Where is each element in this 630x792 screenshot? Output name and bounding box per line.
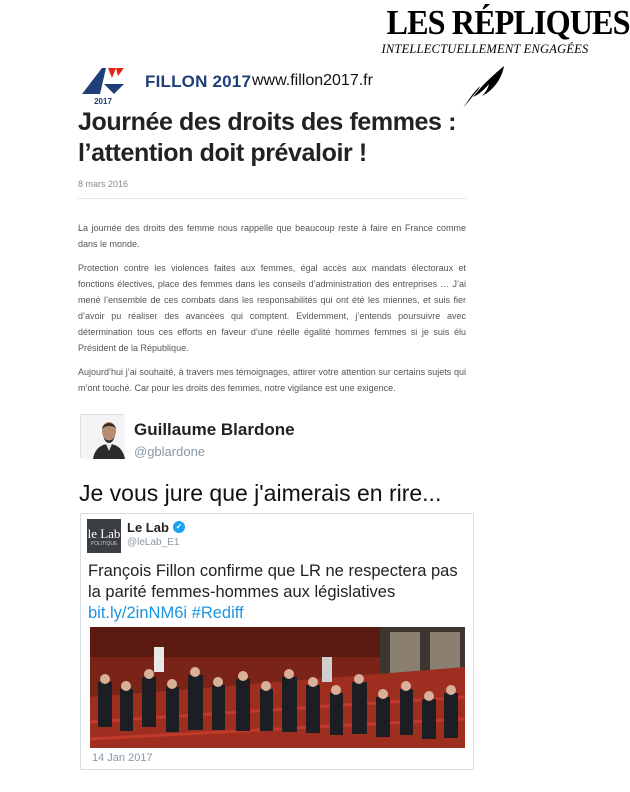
author-handle[interactable]: @gblardone xyxy=(134,444,206,459)
campaign-logo xyxy=(80,64,126,106)
verified-badge-icon: ✓ xyxy=(173,521,185,533)
campaign-logo-year: 2017 xyxy=(94,97,112,106)
masthead xyxy=(378,3,630,56)
quoted-avatar[interactable] xyxy=(87,519,121,553)
article-title: Journée des droits des femmes : l’attention doit prévaloir ! xyxy=(78,108,457,167)
assembly-photo[interactable] xyxy=(90,627,465,748)
quoted-author-name[interactable]: Le Lab xyxy=(127,520,169,535)
quoted-hashtag[interactable]: #Rediff xyxy=(191,604,244,622)
campaign-name: FILLON 2017 xyxy=(145,72,252,91)
campaign-url[interactable]: www.fillon2017.fr xyxy=(252,72,373,89)
author-name[interactable]: Guillaume Blardone xyxy=(134,420,295,439)
article-paragraph: Aujourd’hui j’ai souhaité, à travers mes témoignages, attirer votre attention sur certains sujets qui m’ont touché. Car pour les droits des femmes, notre vigilance est une exigence. xyxy=(78,367,466,393)
quoted-avatar-line1: le Lab xyxy=(87,526,121,541)
quoted-link[interactable]: bit.ly/2inNM6i xyxy=(88,604,188,622)
assembly-photo-image xyxy=(90,627,465,748)
masthead-title: LES RÉPLIQUES xyxy=(386,3,630,42)
article-body xyxy=(78,220,466,404)
quoted-tweet-text xyxy=(88,561,468,624)
article-divider xyxy=(78,198,466,199)
article-paragraph: La journée des droits des femme nous rappelle que beaucoup reste à faire en France comme dans le monde. xyxy=(78,223,466,249)
quoted-author-handle[interactable]: @leLab_E1 xyxy=(127,537,180,548)
person-photo-icon xyxy=(81,415,125,459)
quoted-tweet-date[interactable]: 14 Jan 2017 xyxy=(92,752,153,764)
quoted-tweet-card[interactable] xyxy=(80,513,474,770)
article-paragraph: Protection contre les violences faites aux femmes, égal accès aux mandats électoraux et fonctions électives, place des femmes dans les conseils d’administration des entreprises … J’ai mené l’ensemble de ces combats dans les responsabilités qui ont été les miennes, et suis fier d’avoir pu réaliser des avancées qui comptent. Evidemment, j’entends poursuivre avec détermination tous ces efforts en faveur d’une réelle égalité hommes femmes si je suis élu Président de la République. xyxy=(78,263,466,353)
author-avatar[interactable] xyxy=(80,414,124,458)
tweet-text: Je vous jure que j'aimerais en rire... xyxy=(79,480,442,506)
quoted-text-body: François Fillon confirme que LR ne respectera pas la parité femmes-hommes aux législatives xyxy=(88,562,458,601)
article-date: 8 mars 2016 xyxy=(78,179,129,189)
quoted-avatar-line2: POLITIQUE xyxy=(90,541,118,547)
masthead-subtitle: INTELLECTUELLEMENT ENGAGÉES xyxy=(381,42,589,56)
quill-icon xyxy=(458,64,508,112)
